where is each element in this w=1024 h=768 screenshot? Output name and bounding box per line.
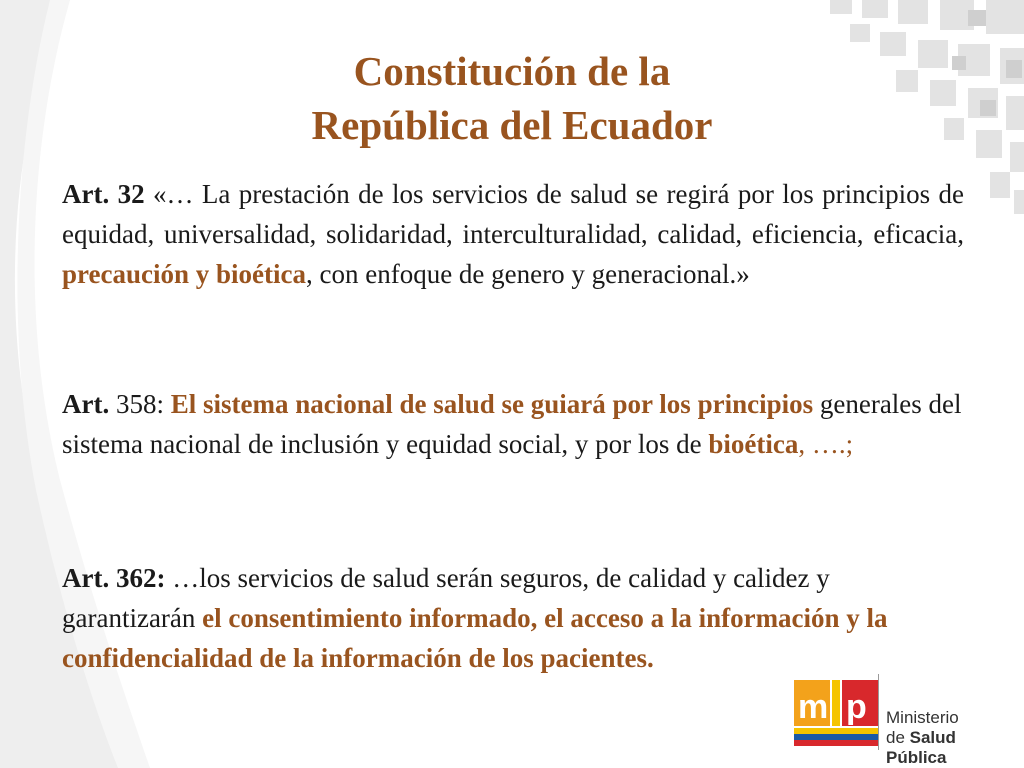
article-362-label: Art. 362: [62, 563, 166, 593]
article-362-text-1: …los servicios de salud serán seguros, de calidad y calidez y garantizarán [62, 563, 830, 633]
article-358-label: Art. [62, 389, 110, 419]
title-line-1: Constitución de la [353, 48, 671, 94]
logo-line-2-prefix: de [886, 728, 910, 747]
logo-line-2 [886, 728, 1014, 768]
ministerio-salud-publica-logo [794, 670, 1014, 767]
article-358-paragraph [62, 384, 964, 464]
article-362-highlight: el consentimiento informado, el acceso a la información y la confidencialidad de la información de los pacientes. [62, 603, 888, 673]
article-358-text-3: , ….; [798, 429, 854, 459]
svg-text:m: m [798, 688, 829, 726]
article-32-paragraph [62, 174, 964, 294]
article-32-label: Art. 32 [62, 179, 145, 209]
title-line-2: República del Ecuador [311, 102, 713, 148]
article-358-text-1: 358: [109, 389, 171, 419]
article-362-paragraph [62, 558, 964, 678]
article-32-highlight: precaución y bioética [62, 259, 306, 289]
msp-logo-mark [794, 676, 882, 746]
logo-text [886, 708, 1014, 768]
logo-divider [878, 674, 879, 750]
article-358-text-2: generales del sistema nacional de inclusión y equidad social, y por los de [62, 389, 962, 459]
article-32-text-1: «… La prestación de los servicios de salud se regirá por los principios de equidad, universalidad, solidaridad, interculturalidad, calidad, eficiencia, eficacia, [62, 179, 964, 249]
article-358-highlight-2: bioética [708, 429, 799, 459]
slide-title [0, 44, 1024, 152]
logo-line-2-bold: Salud Pública [886, 728, 956, 767]
article-32-text-2: , con enfoque de genero y generacional.» [305, 259, 750, 289]
logo-line-1: Ministerio [886, 708, 959, 727]
article-358-highlight-1: El sistema nacional de salud se guiará por los principios [170, 389, 814, 419]
svg-text:p: p [846, 688, 867, 726]
